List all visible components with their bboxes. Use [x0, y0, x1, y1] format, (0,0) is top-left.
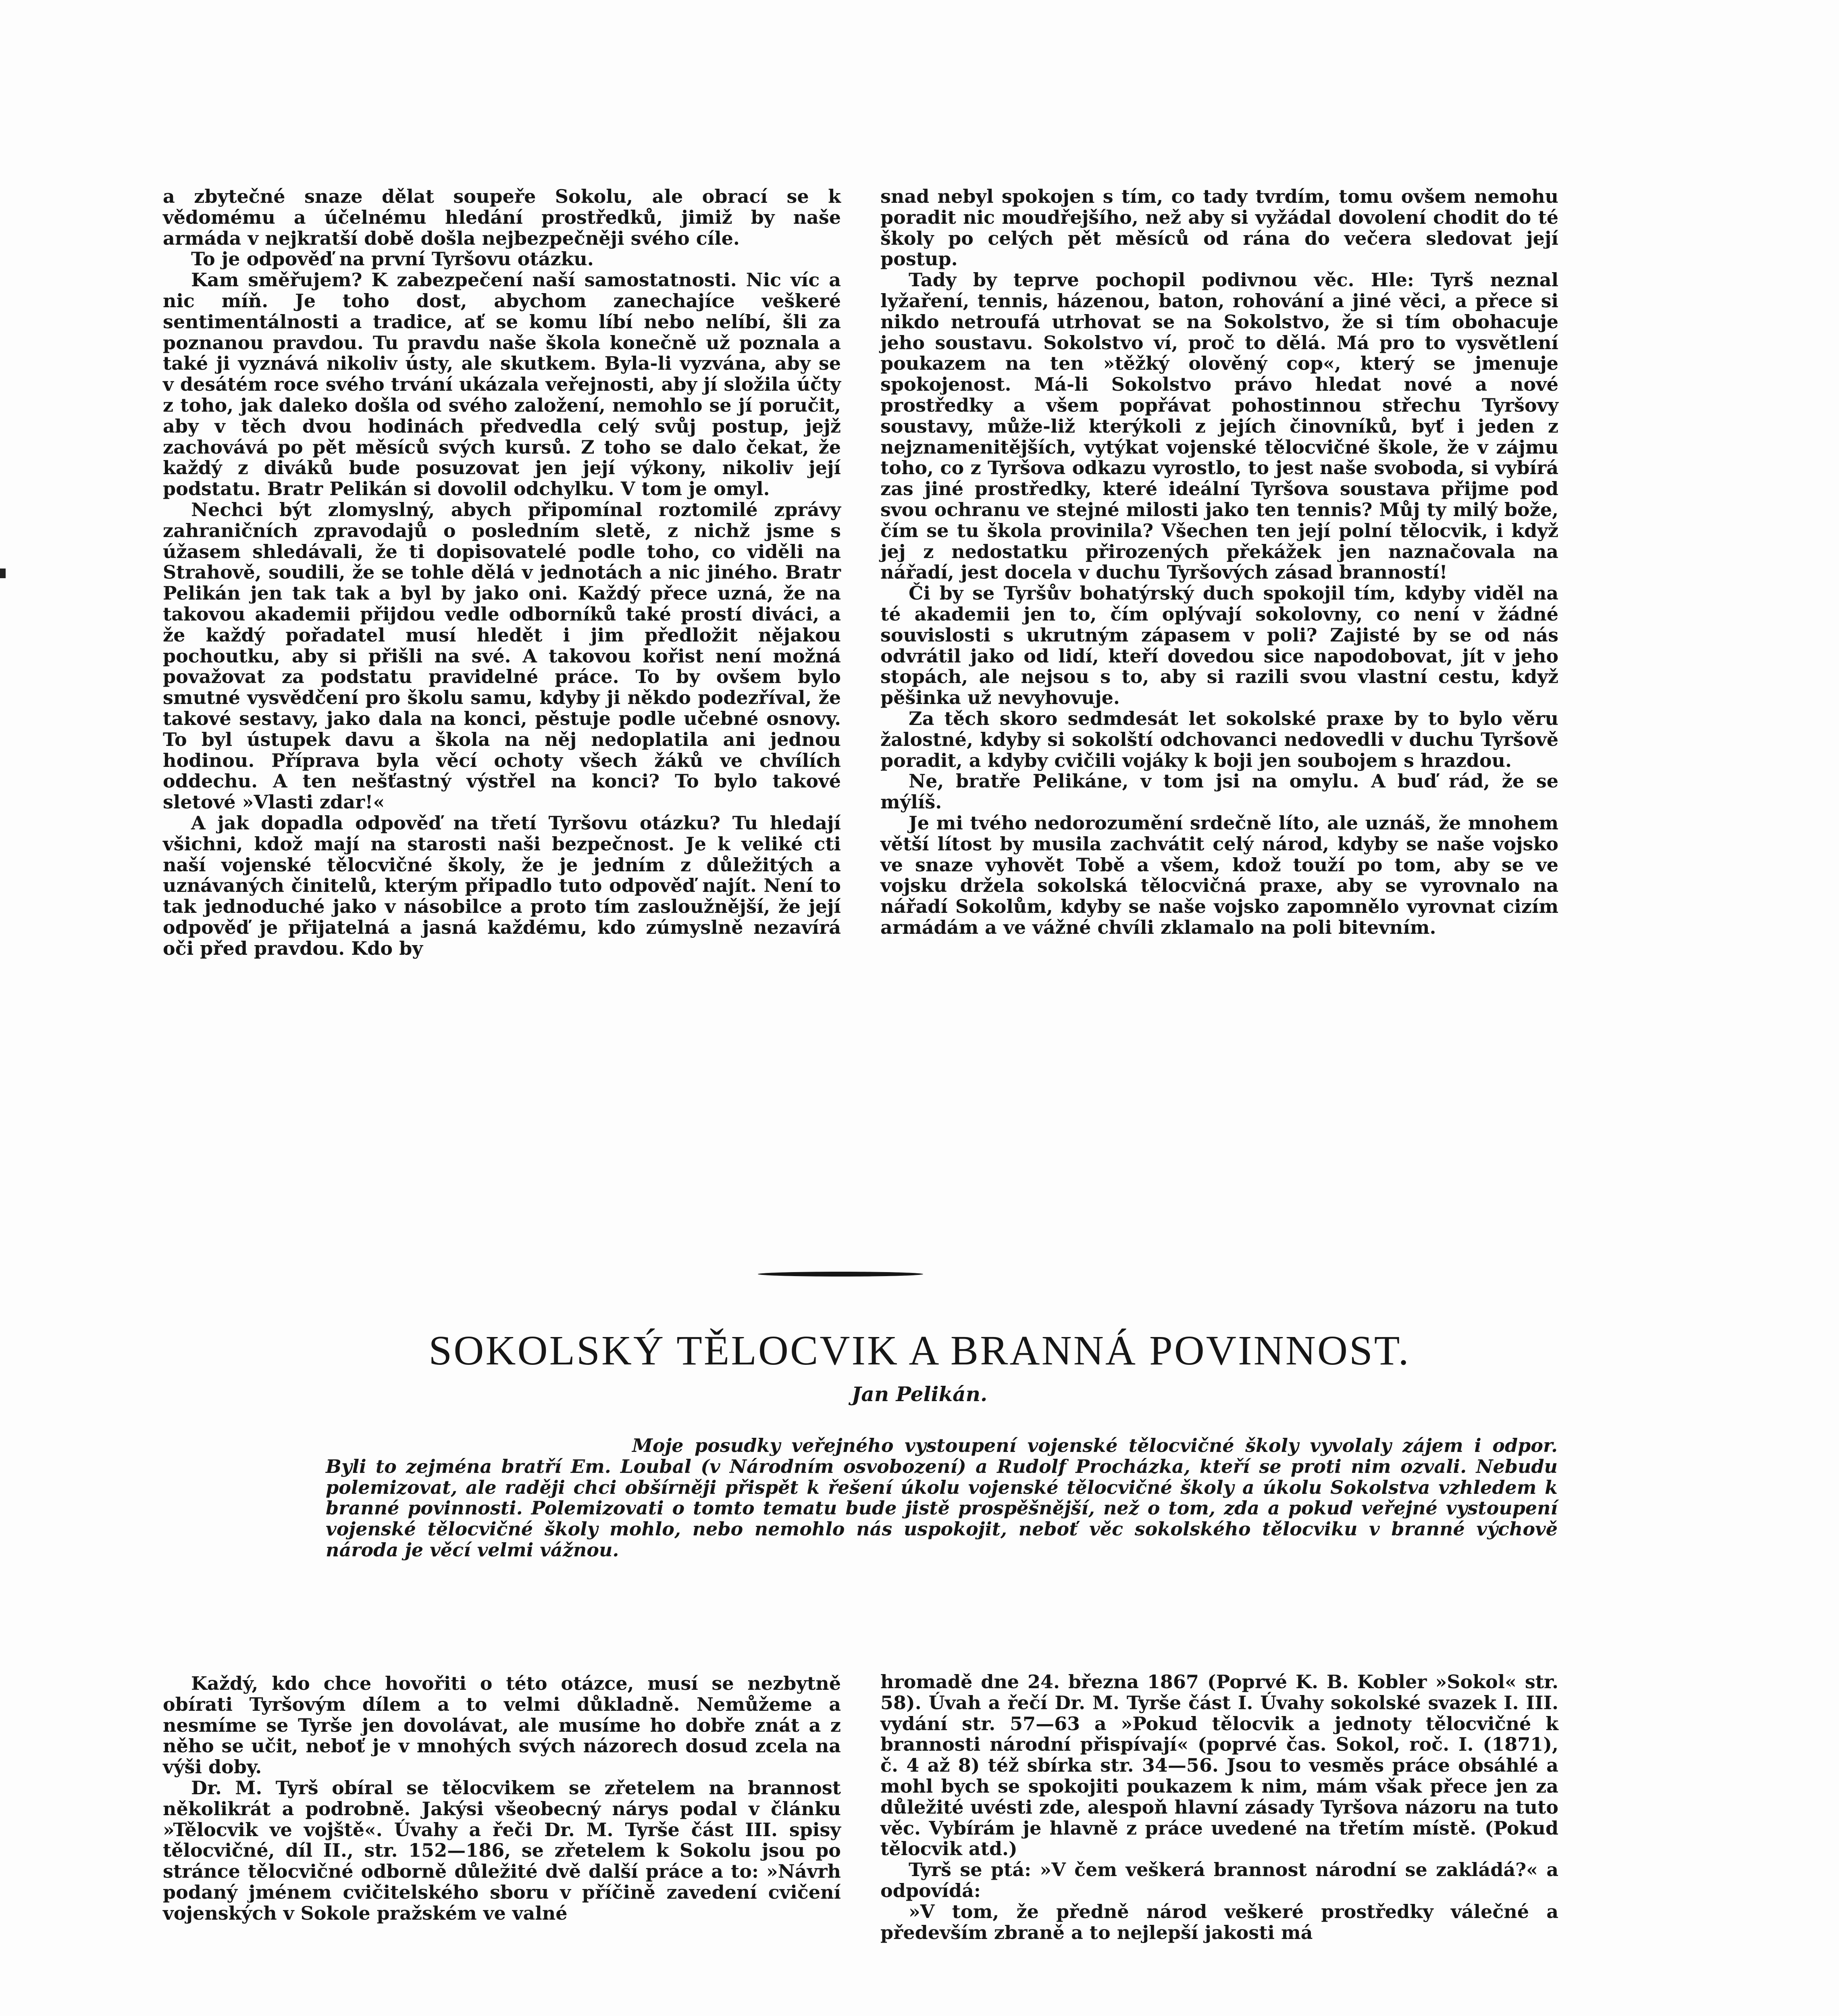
paragraph: Je mi tvého nedorozumění srdečně líto, ale uznáš, že mnohem větší lítost by musila zachvátit celý národ, kdyby se naše vojsko ve snaze vyhovět Tobě a všem, kdož touží po tom, aby se ve vojsku držela sokolská tělocvičná praxe, aby se vyrovnalo na nářadí Sokolům, kdyby se naše vojsko zapomnělo vyrovnat cizím armádám a ve vážné chvíli zklamalo na poli bitevním.	[880, 812, 1558, 938]
article-title: SOKOLSKÝ TĚLOCVIK A BRANNÁ POVINNOST.	[429, 1327, 1410, 1374]
article-author: Jan Pelikán.	[851, 1382, 988, 1406]
paragraph: Ne, bratře Pelikáne, v tom jsi na omylu. A buď rád, že se mýlíš.	[880, 770, 1558, 813]
article-right-column	[880, 1672, 1558, 1943]
paragraph: Tyrš se ptá: »V čem veškerá brannost národní se zakládá?« a odpovídá:	[880, 1859, 1558, 1901]
paragraph: snad nebyl spokojen s tím, co tady tvrdím, tomu ovšem nemohu poradit nic moudřejšího, než aby si vyžádal dovolení chodit do té školy po celých pět měsíců od rána do večera sledovat její postup.	[880, 185, 1558, 270]
paragraph: Tady by teprve pochopil podivnou věc. Hle: Tyrš neznal lyžaření, tennis, házenou, baton, rohování a jiné věci, a přece si nikdo netroufá utrhovat se na Sokolstvo, že si tím obohacuje jeho soustavu. Sokolstvo ví, proč to dělá. Má pro to vysvětlení poukazem na ten »těžký olověný cop«, který se jmenuje spokojenost. Má-li Sokolstvo právo hledat nové a nové prostředky a všem popřávat pohostinnou střechu Tyršovy soustavy, může-liž kterýkoli z jejích činovníků, byť i jeden z nejznamenitějších, vytýkat vojenské tělocvičné škole, že v zájmu toho, co z Tyršova odkazu vyrostlo, to jest naše svoboda, si vybírá zas jiné prostředky, které ideální Tyršova soustava přijme pod svou ochranu ve stejné milosti jako ten tennis? Můj ty milý bože, čím se tu škola provinila? Všechen ten její polní tělocvik, i když jej z nedostatku přirozených překážek jen naznačovala na nářadí, jest docela v duchu Tyršových zásad branností!	[880, 269, 1558, 583]
paragraph: Za těch skoro sedmdesát let sokolské praxe by to bylo věru žalostné, kdyby si sokolští odchovanci nedovedli v duchu Tyršově poradit, a kdyby cvičili vojáky k boji jen soubojem s hrazdou.	[880, 707, 1558, 771]
article-continuation-left-column	[163, 186, 841, 959]
paragraph: Kam směřujem? K zabezpečení naší samostatnosti. Nic víc a nic míň. Je toho dost, abychom zanechajíce veškeré sentimentálnosti a tradice, ať se komu líbí nebo nelíbí, šli za poznanou pravdou. Tu pravdu naše škola konečně už poznala a také ji vyznává nikoliv ústy, ale skutkem. Byla-li vyzvána, aby se v desátém roce svého trvání ukázala veřejnosti, aby jí složila účty z toho, jak daleko došla od svého založení, nemohlo se jí poručit, aby v těch dvou hodinách předvedla celý svůj postup, jejž zachovává po pět měsíců svých kursů. Z toho se dalo čekat, že každý z diváků bude posuzovat jen její výkony, nikoliv její podstatu. Bratr Pelikán si dovolil odchylku. V tom je omyl.	[163, 269, 841, 500]
article-continuation-right-column	[880, 186, 1558, 938]
paragraph: A jak dopadla odpověď na třetí Tyršovu otázku? Tu hledají všichni, kdož mají na starosti naši bezpečnost. Je k veliké cti naší vojenské tělocvičné školy, že je jedním z důležitých a uznávaných činitelů, kterým připadlo tuto odpověď najít. Není to tak jednoduché jako v násobilce a proto tím zasloužnější, že její odpověď je přijatelná a jasná každému, kdo zúmyslně nezavírá oči před pravdou. Kdo by	[163, 812, 841, 959]
article-abstract: Moje posudky veřejného vystoupení vojenské tělocvičné školy vyvolaly zájem i odpor. Byli to zejména bratří Em. Loubal (v Národním osvobození) a Rudolf Procházka, kteří se proti nim ozvali. Nebudu polemizovat, ale raději chci obšírněji přispět k řešení úkolu vojenské tělocvičné školy a úkolu Sokolstva vzhledem k branné povinnosti. Polemizovati o tomto tematu bude jistě prospěšnější, než o tom, zda a pokud veřejné vystoupení vojenské tělocvičné školy mohlo, nebo nemohlo nás uspokojit, neboť věc sokolského tělocviku v branné výchově národa je věcí velmi vážnou.	[326, 1435, 1558, 1561]
paragraph: Či by se Tyršův bohatýrský duch spokojil tím, kdyby viděl na té akademii jen to, čím oplývají sokolovny, co není v žádné souvislosti s ukrutným zápasem v poli? Zajisté by se od nás odvrátil jako od lidí, kteří dovedou sice napodobovat, jít v jeho stopách, ale nejsou s to, aby si razili svou vlastní cestu, když pěšinka už nevyhovuje.	[880, 582, 1558, 709]
section-divider	[758, 1272, 923, 1277]
paragraph: Každý, kdo chce hovořiti o této otázce, musí se nezbytně obírati Tyršovým dílem a to velmi důkladně. Nemůžeme a nesmíme se Tyrše jen dovolávat, ale musíme ho dobře znát a z něho se učit, neboť je v mnohých svých názorech dosud zcela na výši doby.	[163, 1672, 841, 1778]
paragraph: »V tom, že předně národ veškeré prostředky válečné a především zbraně a to nejlepší jakosti má	[880, 1900, 1558, 1943]
paragraph: Dr. M. Tyrš obíral se tělocvikem se zřetelem na brannost několikrát a podrobně. Jakýsi všeobecný nárys podal v článku »Tělocvik ve vojště«. Úvahy a řeči Dr. M. Tyrše část III. spisy tělocvičné, díl II., str. 152—186, se zřetelem k Sokolu jsou po stránce tělocvičné odborně důležité dvě další práce a to: »Návrh podaný jménem cvičitelského sboru v příčině zavedení cvičení vojenských v Sokole pražském ve valné	[163, 1776, 841, 1924]
paragraph: Nechci být zlomyslný, abych připomínal roztomilé zprávy zahraničních zpravodajů o posledním sletě, z nichž jsme s úžasem shledávali, že ti dopisovatelé podle toho, co viděli na Strahově, soudili, že se tohle dělá v jednotách a nic jiného. Bratr Pelikán jen tak tak a byl by jako oni. Každý přece uzná, že na takovou akademii přijdou vedle odborníků také prostí diváci, a že každý pořadatel musí hledět i jim předložit nějakou pochoutku, aby si přišli na své. A takovou kořist není možná považovat za podstatu pravidelné práce. To by ovšem bylo smutné vysvědčení pro školu samu, kdyby ji někdo podezříval, že takové sestavy, jako dala na konci, pěstuje podle učebné osnovy. To byl ústupek davu a škola na něj nedoplatila ani jednou hodinou. Příprava byla věcí ochoty všech žáků ve chvílích oddechu. A ten nešťastný výstřel na konci? To bylo takové sletové »Vlasti zdar!«	[163, 498, 841, 813]
paragraph: a zbytečné snaze dělat soupeře Sokolu, ale obrací se k vědomému a účelnému hledání prostředků, jimiž by naše armáda v nejkratší době došla nejbezpečněji svého cíle.	[163, 185, 841, 249]
paragraph: hromadě dne 24. března 1867 (Poprvé K. B. Kobler »Sokol« str. 58). Úvah a řečí Dr. M. Tyrše část I. Úvahy sokolské svazek I. III. vydání str. 57—63 a »Pokud tělocvik a jednoty tělocvičné k brannosti národní přispívají« (poprvé čas. Sokol, roč. I. (1871), č. 4 až 8) též sbírka str. 34—56. Jsou to vesměs práce obsáhlé a mohl bych se spokojiti poukazem k nim, mám však přece jen za důležité uvésti zde, alespoň hlavní zásady Tyršova názoru na tuto věc. Vybírám je hlavně z práce uvedené na třetím místě. (Pokud tělocvik atd.)	[880, 1671, 1558, 1860]
article-left-column	[163, 1673, 841, 1924]
paragraph: To je odpověď na první Tyršovu otázku.	[191, 248, 594, 270]
scan-mark	[0, 569, 6, 578]
